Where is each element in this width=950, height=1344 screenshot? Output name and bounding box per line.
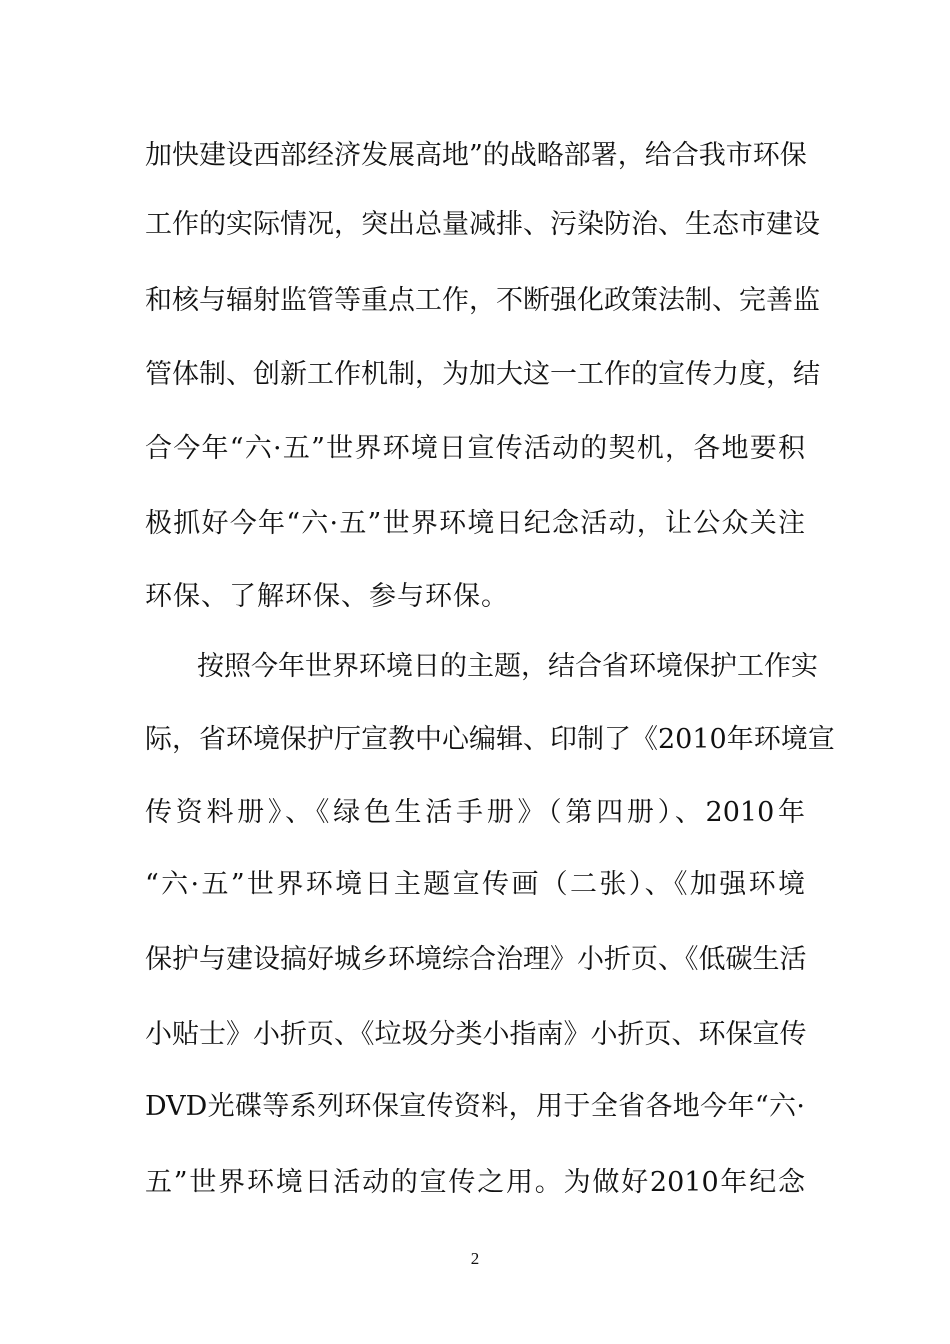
paragraph-1-line-4: 管体制、创新工作机制，为加大这一工作的宣传力度，结 bbox=[145, 359, 820, 390]
paragraph-1-line-6: 极抓好今年“六·五”世界环境日纪念活动，让公众关注 bbox=[145, 508, 805, 539]
paragraph-2-line-1: 按照今年世界环境日的主题，结合省环境保护工作实 bbox=[197, 651, 818, 682]
paragraph-1-line-7: 环保、了解环保、参与环保。 bbox=[145, 581, 509, 612]
paragraph-2-line-8: 五”世界环境日活动的宣传之用。为做好2010年纪念 bbox=[145, 1167, 805, 1198]
paragraph-2-line-6: 小贴士》小折页、《垃圾分类小指南》小折页、环保宣传 bbox=[145, 1019, 807, 1050]
paragraph-1-line-2: 工作的实际情况，突出总量减排、污染防治、生态市建设 bbox=[145, 209, 820, 240]
paragraph-2-line-3: 传资料册》、《绿色生活手册》（第四册）、2010年 bbox=[145, 797, 805, 828]
paragraph-2-line-4: “六·五”世界环境日主题宣传画（二张）、《加强环境 bbox=[145, 869, 805, 900]
page-number: 2 bbox=[470, 1249, 480, 1268]
paragraph-2-line-7: DVD光碟等系列环保宣传资料，用于全省各地今年“六· bbox=[145, 1091, 805, 1122]
paragraph-1-line-1: 加快建设西部经济发展高地”的战略部署，给合我市环保 bbox=[145, 140, 807, 171]
paragraph-1-line-3: 和核与辐射监管等重点工作，不断强化政策法制、完善监 bbox=[145, 285, 820, 316]
paragraph-2-line-2: 际，省环境保护厅宣教中心编辑、印制了《2010年环境宣 bbox=[145, 724, 835, 755]
paragraph-2-line-5: 保护与建设搞好城乡环境综合治理》小折页、《低碳生活 bbox=[145, 944, 807, 975]
paragraph-1-line-5: 合今年“六·五”世界环境日宣传活动的契机，各地要积 bbox=[145, 433, 805, 464]
